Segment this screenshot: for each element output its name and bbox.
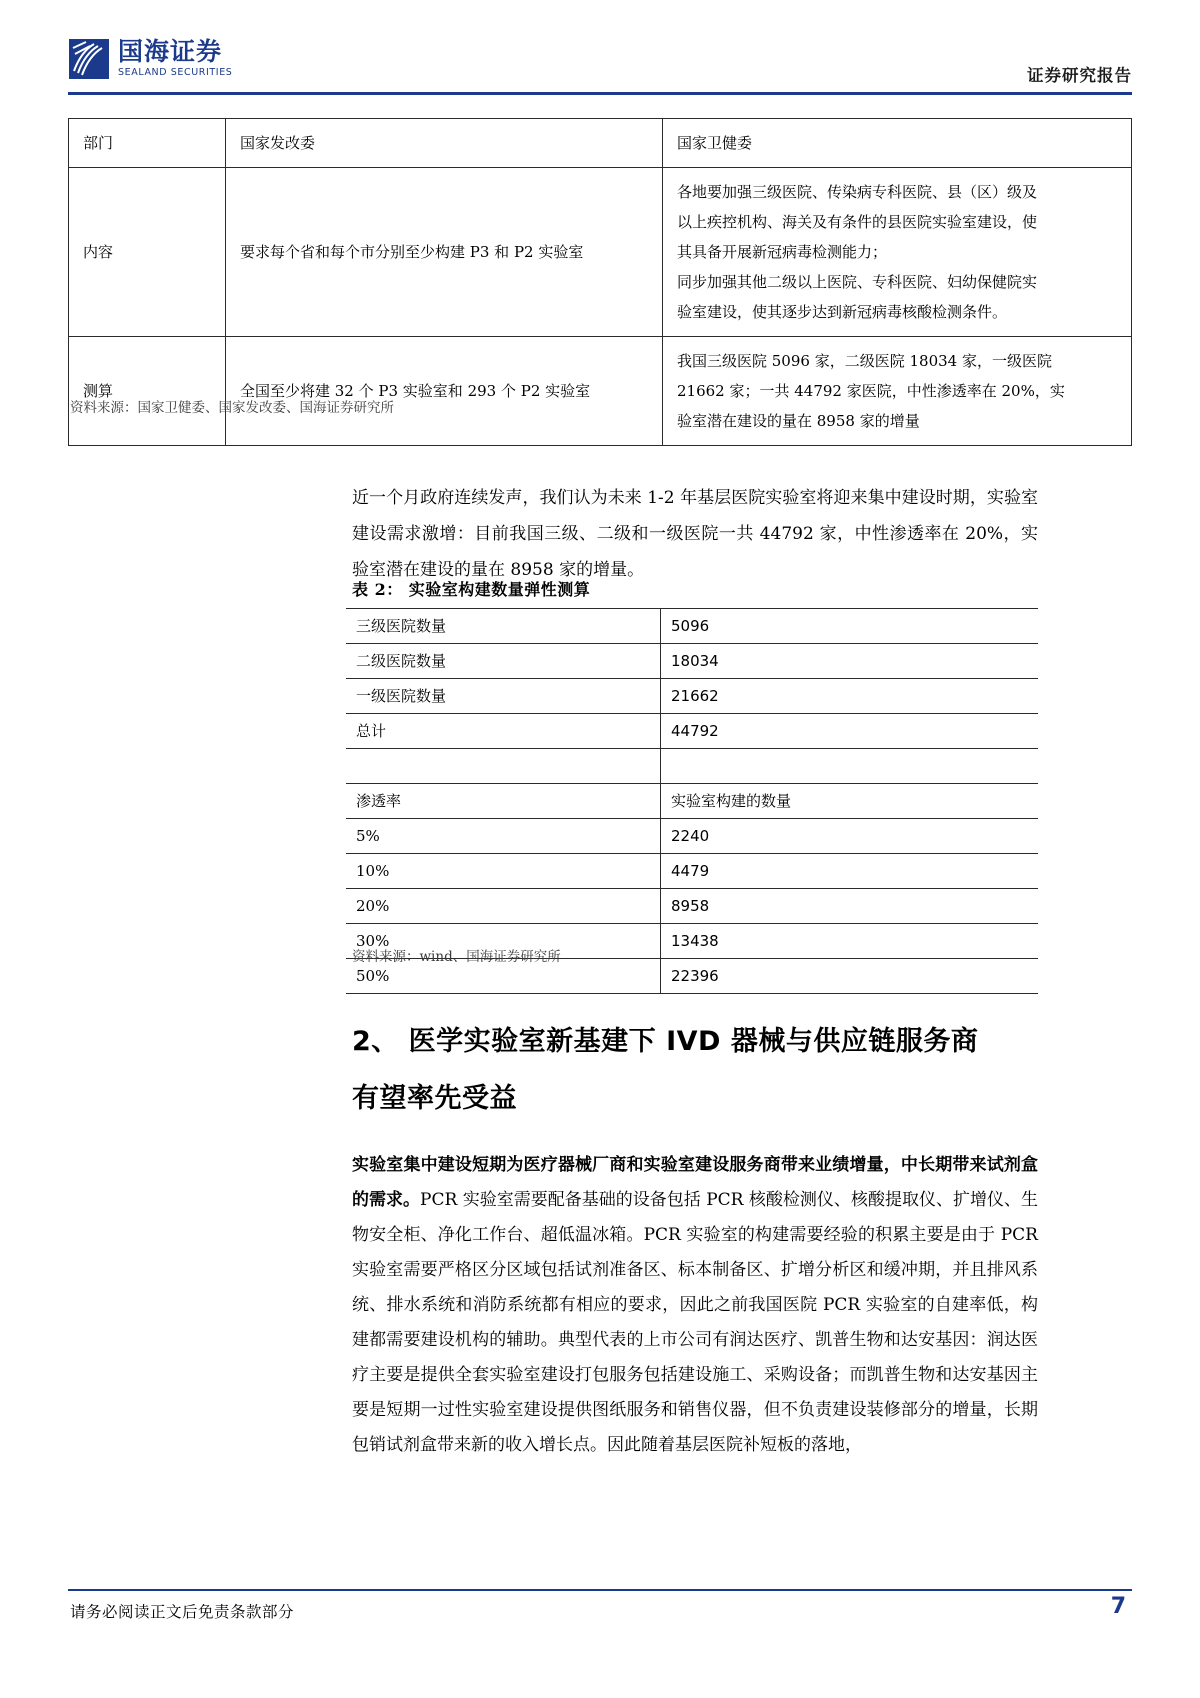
logo-english-name: SEALAND SECURITIES [118,67,233,78]
report-type-label: 证券研究报告 [1027,66,1132,85]
elasticity-table [346,608,1038,994]
table-row [69,337,1132,446]
cell-line: 我国三级医院 5096 家，二级医院 18034 家，一级医院 [677,352,1052,370]
table-row [346,854,1038,889]
table-row [69,119,1132,168]
header-divider [68,92,1132,95]
row-value: 13438 [661,924,1039,959]
row-key: 渗透率 [346,784,661,819]
table-row [346,644,1038,679]
row-value: 4479 [661,854,1039,889]
table-row [346,784,1038,819]
policy-table-source: 资料来源：国家卫健委、国家发改委、国海证券研究所 [70,400,394,416]
table-row [346,679,1038,714]
table-row [346,819,1038,854]
nhc-cell: 国家卫健委 [663,119,1132,168]
table-row-spacer [346,749,1038,784]
row-key: 二级医院数量 [346,644,661,679]
intro-paragraph: 近一个月政府连续发声，我们认为未来 1-2 年基层医院实验室将迎来集中建设时期，实验室建设需求激增：目前我国三级、二级和一级医院一共 44792 家，中性渗透率在 20%，实验室潜在建设的量在 8958 家的增量。 [352,488,1038,580]
cell-line: 同步加强其他二级以上医院、专科医院、妇幼保健院实 [677,273,1038,291]
brand-logo [68,38,232,80]
sealand-logo-icon [68,38,110,80]
section-heading-line1: 2、 医学实验室新基建下 IVD 器械与供应链服务商 [352,1026,979,1057]
table-row [346,714,1038,749]
row-key: 三级医院数量 [346,609,661,644]
table-row [346,609,1038,644]
row-key: 一级医院数量 [346,679,661,714]
section-heading-line2: 有望率先受益 [352,1083,517,1114]
cell-line: 21662 家；一共 44792 家医院，中性渗透率在 20%，实 [677,382,1065,400]
page-header [68,38,1132,94]
row-value: 21662 [661,679,1039,714]
row-value: 8958 [661,889,1039,924]
row-value: 实验室构建的数量 [661,784,1039,819]
cell-line: 其具备开展新冠病毒检测能力； [677,243,888,261]
table-row [69,168,1132,337]
section-body-paragraph [352,1148,1038,1463]
row-value: 18034 [661,644,1039,679]
row-key: 总计 [346,714,661,749]
table-row [346,889,1038,924]
row-key: 50% [346,959,661,994]
cell-line: 以上疾控机构、海关及有条件的县医院实验室建设，使 [677,213,1038,231]
footer-divider [68,1589,1132,1591]
cell-line: 验室建设，使其逐步达到新冠病毒核酸检测条件。 [677,303,1008,321]
ndrc-cell: 国家发改委 [226,119,663,168]
cell-line: 各地要加强三级医院、传染病专科医院、县（区）级及 [677,183,1038,201]
row-label: 测算 [69,337,226,446]
ndrc-cell: 全国至少将建 32 个 P3 实验室和 293 个 P2 实验室 [226,337,663,446]
row-key [346,749,661,784]
row-value: 5096 [661,609,1039,644]
row-key: 30% [346,924,661,959]
cell-line: 验室潜在建设的量在 8958 家的增量 [677,412,920,430]
row-value: 44792 [661,714,1039,749]
row-value [661,749,1039,784]
row-key: 20% [346,889,661,924]
row-label: 内容 [69,168,226,337]
paragraph-rest: PCR 实验室需要配备基础的设备包括 PCR 核酸检测仪、核酸提取仪、扩增仪、生物安全柜、净化工作台、超低温冰箱。PCR 实验室的构建需要经验的积累主要是由于 PCR 实验室需要严格区分区域包括试剂准备区、标本制备区、扩增分析区和缓冲期，并且排风系统、排水系统和消防系统都有相应的要求，因此之前我国医院 PCR 实验室的自建率低，构建都需要建设机构的辅助。典型代表的上市公司有润达医疗、凯普生物和达安基因：润达医疗主要是提供全套实验室建设打包服务包括建设施工、采购设备；而凯普生物和达安基因主要是短期一过性实验室建设提供图纸服务和销售仪器，但不负责建设装修部分的增量，长期包销试剂盒带来新的收入增长点。因此随着基层医院补短板的落地， [352,1190,1039,1455]
ndrc-cell: 要求每个省和每个市分别至少构建 P3 和 P2 实验室 [226,168,663,337]
table2-title: 表 2： 实验室构建数量弹性测算 [352,580,591,599]
page-number: 7 [1110,1594,1126,1619]
row-label: 部门 [69,119,226,168]
footer-disclaimer: 请务必阅读正文后免责条款部分 [70,1603,295,1621]
row-value: 22396 [661,959,1039,994]
paragraph-lead-bold: 实验室集中建设短期为医疗器械厂商和实验室建设服务商带来业绩增量，中长期带来试剂盒的需求。 [352,1155,1038,1210]
row-value: 2240 [661,819,1039,854]
nhc-cell [663,337,1132,446]
elasticity-table-source: 资料来源：wind、国海证券研究所 [352,949,561,965]
logo-chinese-name: 国海证券 [118,37,223,66]
row-key: 5% [346,819,661,854]
nhc-cell [663,168,1132,337]
row-key: 10% [346,854,661,889]
